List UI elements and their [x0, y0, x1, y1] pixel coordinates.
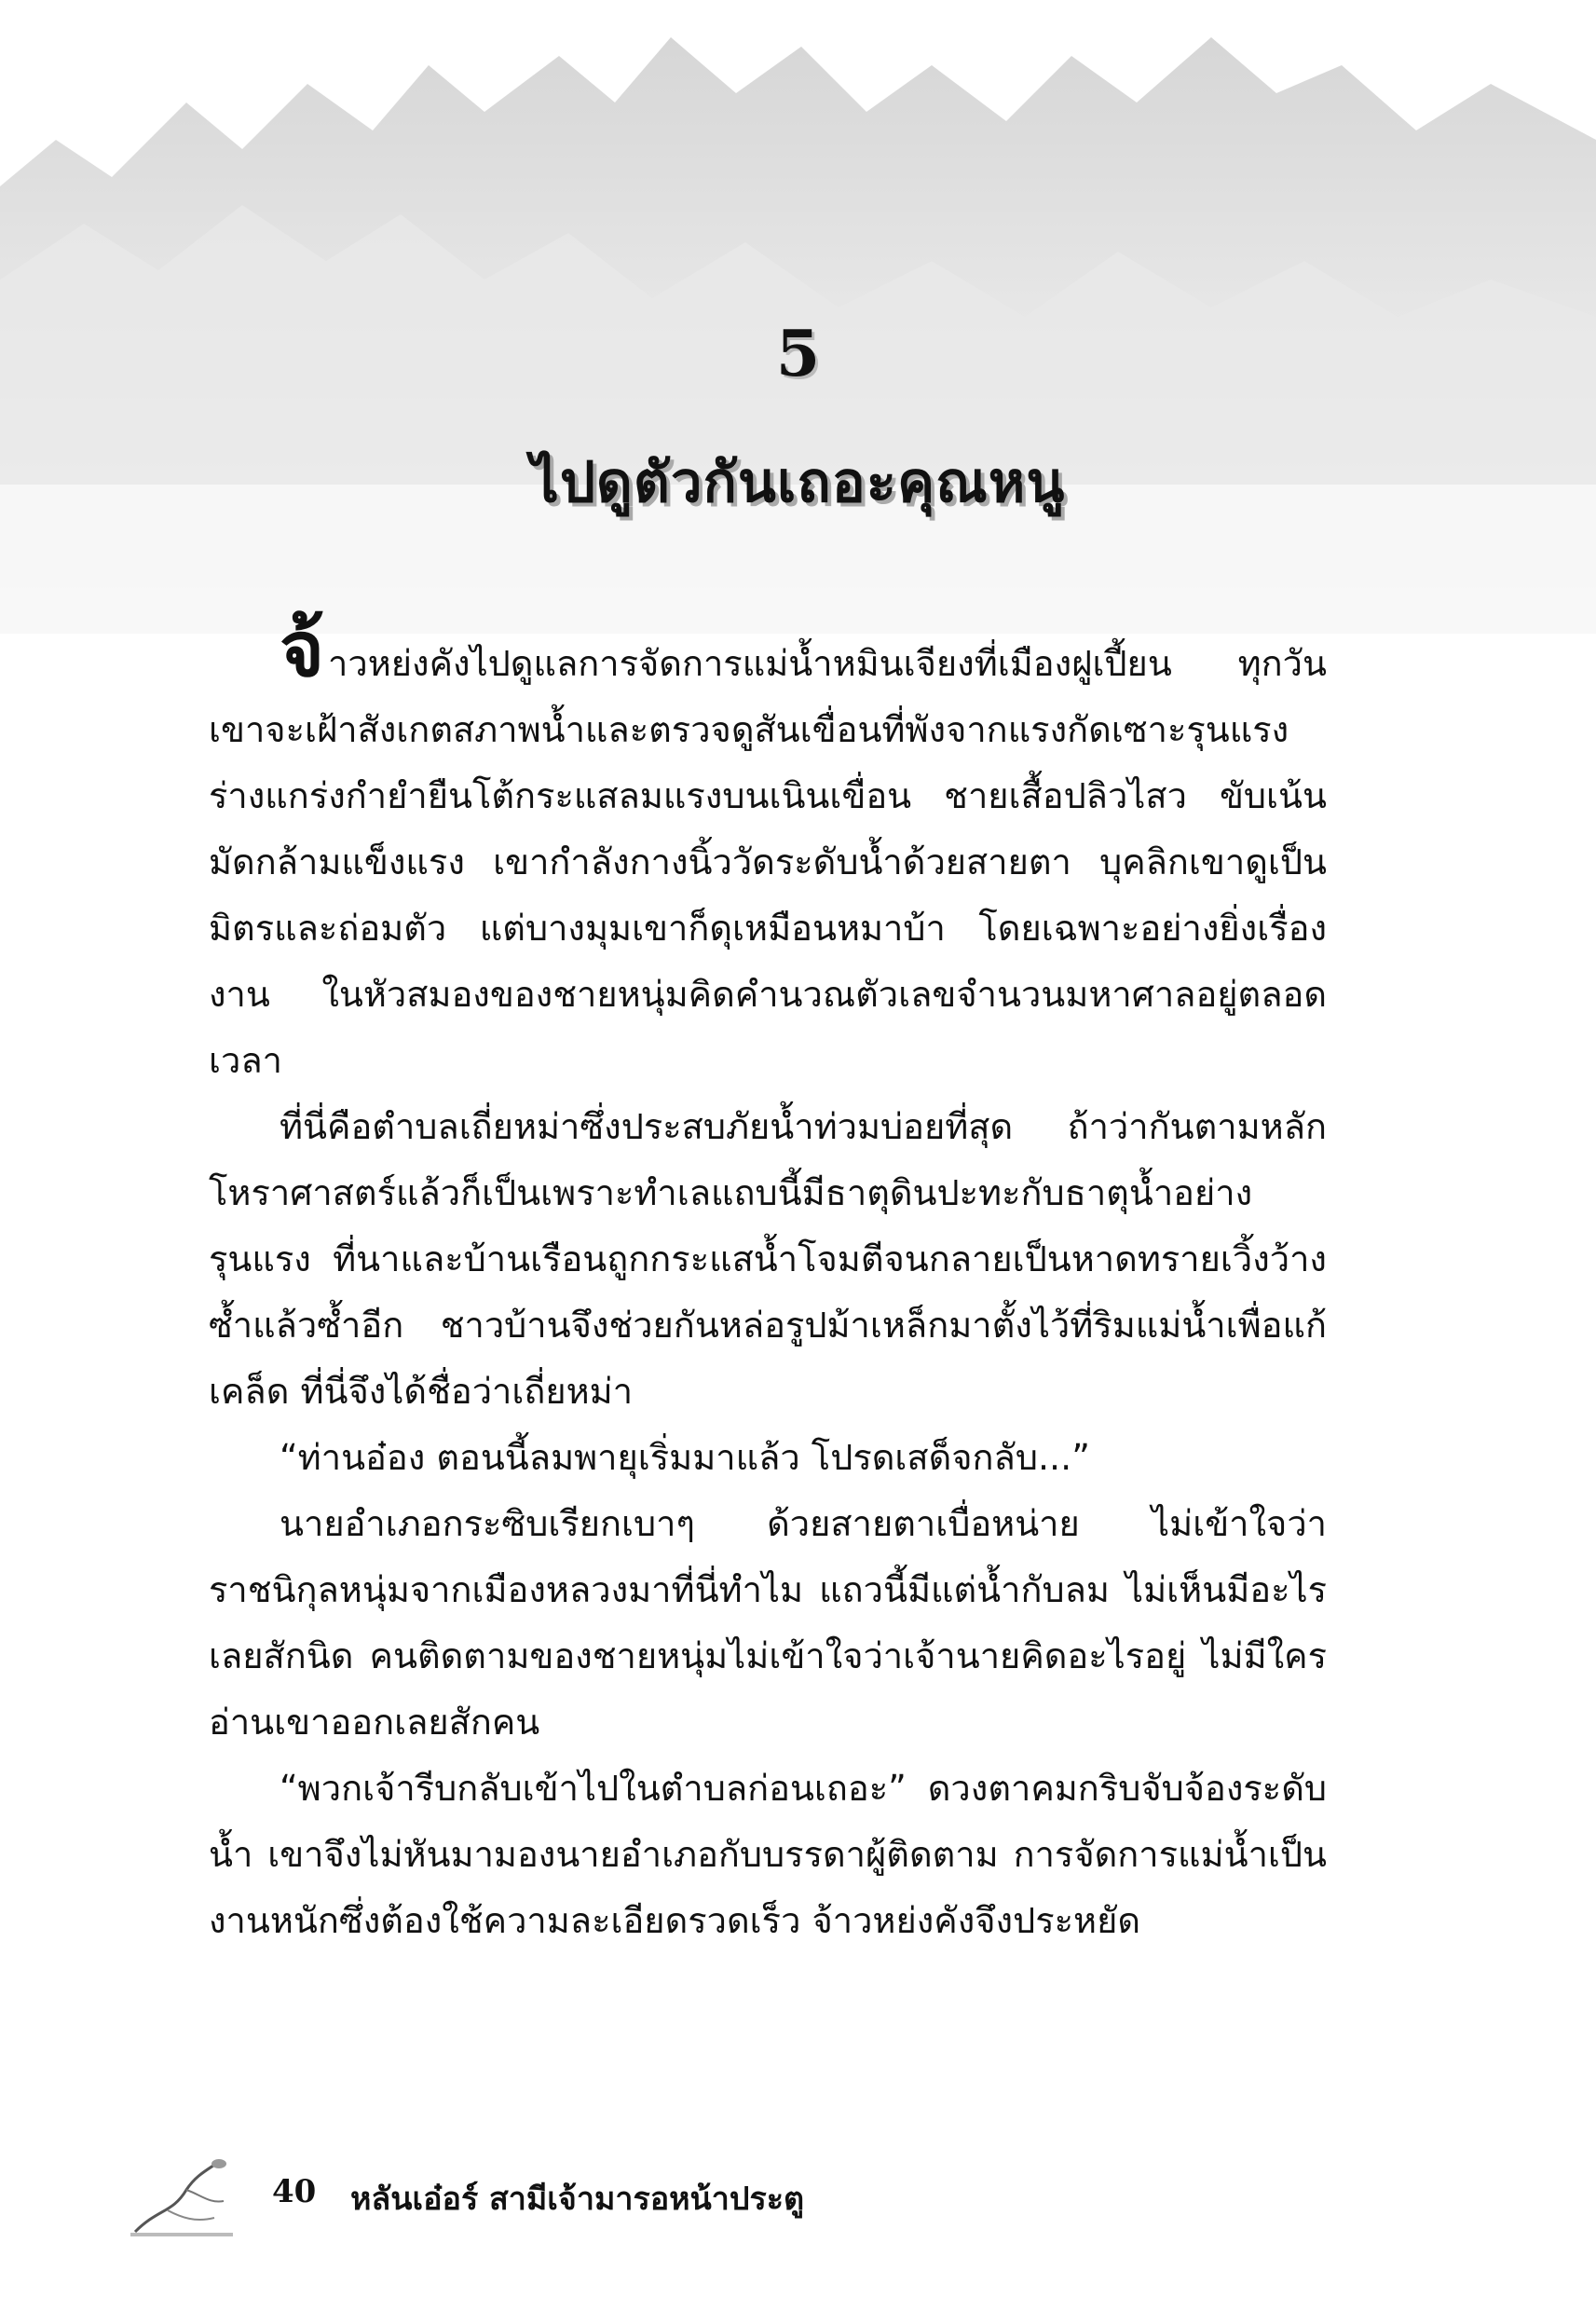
body-text — [209, 606, 1327, 1954]
paragraph: นายอำเภอกระซิบเรียกเบาๆ ด้วยสายตาเบื่อหน่าย ไม่เข้าใจว่าราชนิกุลหนุ่มจากเมืองหลวงมาที่นี่ทำไม แถวนี้มีแต่น้ำกับลม ไม่เห็นมีอะไรเลยสักนิด คนติดตามของชายหนุ่มไม่เข้าใจว่าเจ้านายคิดอะไรอยู่ ไม่มีใครอ่านเขาออกเลยสักคน — [209, 1503, 1327, 1743]
page-footer — [130, 2153, 1342, 2236]
drop-cap: จ้ — [280, 606, 325, 694]
paragraph-text: าวหย่งคังไปดูแลการจัดการแม่น้ำหมินเจียงที่เมืองฝูเปี้ยน ทุกวันเขาจะเฝ้าสังเกตสภาพน้ำและตรวจดูสันเขื่อนที่พังจากแรงกัดเซาะรุนแรง ร่างแกร่งกำยำยืนโต้กระแสลมแรงบนเนินเขื่อน ชายเสื้อปลิวไสว ขับเน้นมัดกล้ามแข็งแรง เขากำลังกางนิ้ววัดระดับน้ำด้วยสายตา บุคลิกเขาดูเป็นมิตรและถ่อมตัว แต่บางมุมเขาก็ดุเหมือนหมาบ้า โดยเฉพาะอย่างยิ่งเรื่องงาน ในหัวสมองของชายหนุ่มคิดคำนวณตัวเลขจำนวนมหาศาลอยู่ตลอดเวลา — [209, 643, 1327, 1081]
paragraph: “ท่านอ๋อง ตอนนี้ลมพายุเริ่มมาแล้ว โปรดเสด็จกลับ...” — [280, 1437, 1090, 1478]
chapter-number: 5 — [775, 317, 821, 391]
page-number: 40 — [272, 2173, 317, 2210]
paragraph — [209, 606, 1327, 1094]
book-title: หลันเอ๋อร์ สามีเจ้ามารอหน้าประตู — [350, 2181, 805, 2218]
paragraph: ที่นี่คือตำบลเถี่ยหม่าซึ่งประสบภัยน้ำท่วมบ่อยที่สุด ถ้าว่ากันตามหลักโหราศาสตร์แล้วก็เป็นเพราะทำเลแถบนี้มีธาตุดินปะทะกับธาตุน้ำอย่างรุนแรง ที่นาและบ้านเรือนถูกกระแสน้ำโจมตีจนกลายเป็นหาดทรายเวิ้งว้างซ้ำแล้วซ้ำอีก ชาวบ้านจึงช่วยกันหล่อรูปม้าเหล็กมาตั้งไว้ที่ริมแม่น้ำเพื่อแก้เคล็ด ที่นี่จึงได้ชื่อว่าเถี่ยหม่า — [209, 1106, 1327, 1412]
paragraph: “พวกเจ้ารีบกลับเข้าไปในตำบลก่อนเถอะ” ดวงตาคมกริบจับจ้องระดับน้ำ เขาจึงไม่หันมามองนายอำเภอกับบรรดาผู้ติดตาม การจัดการแม่น้ำเป็นงานหนักซึ่งต้องใช้ความละเอียดรวดเร็ว จ้าวหย่งคังจึงประหยัด — [209, 1768, 1327, 1941]
orchid-sketch-icon — [130, 2153, 233, 2236]
chapter-title: ไปดูตัวกันเถอะคุณหนู — [530, 450, 1066, 515]
